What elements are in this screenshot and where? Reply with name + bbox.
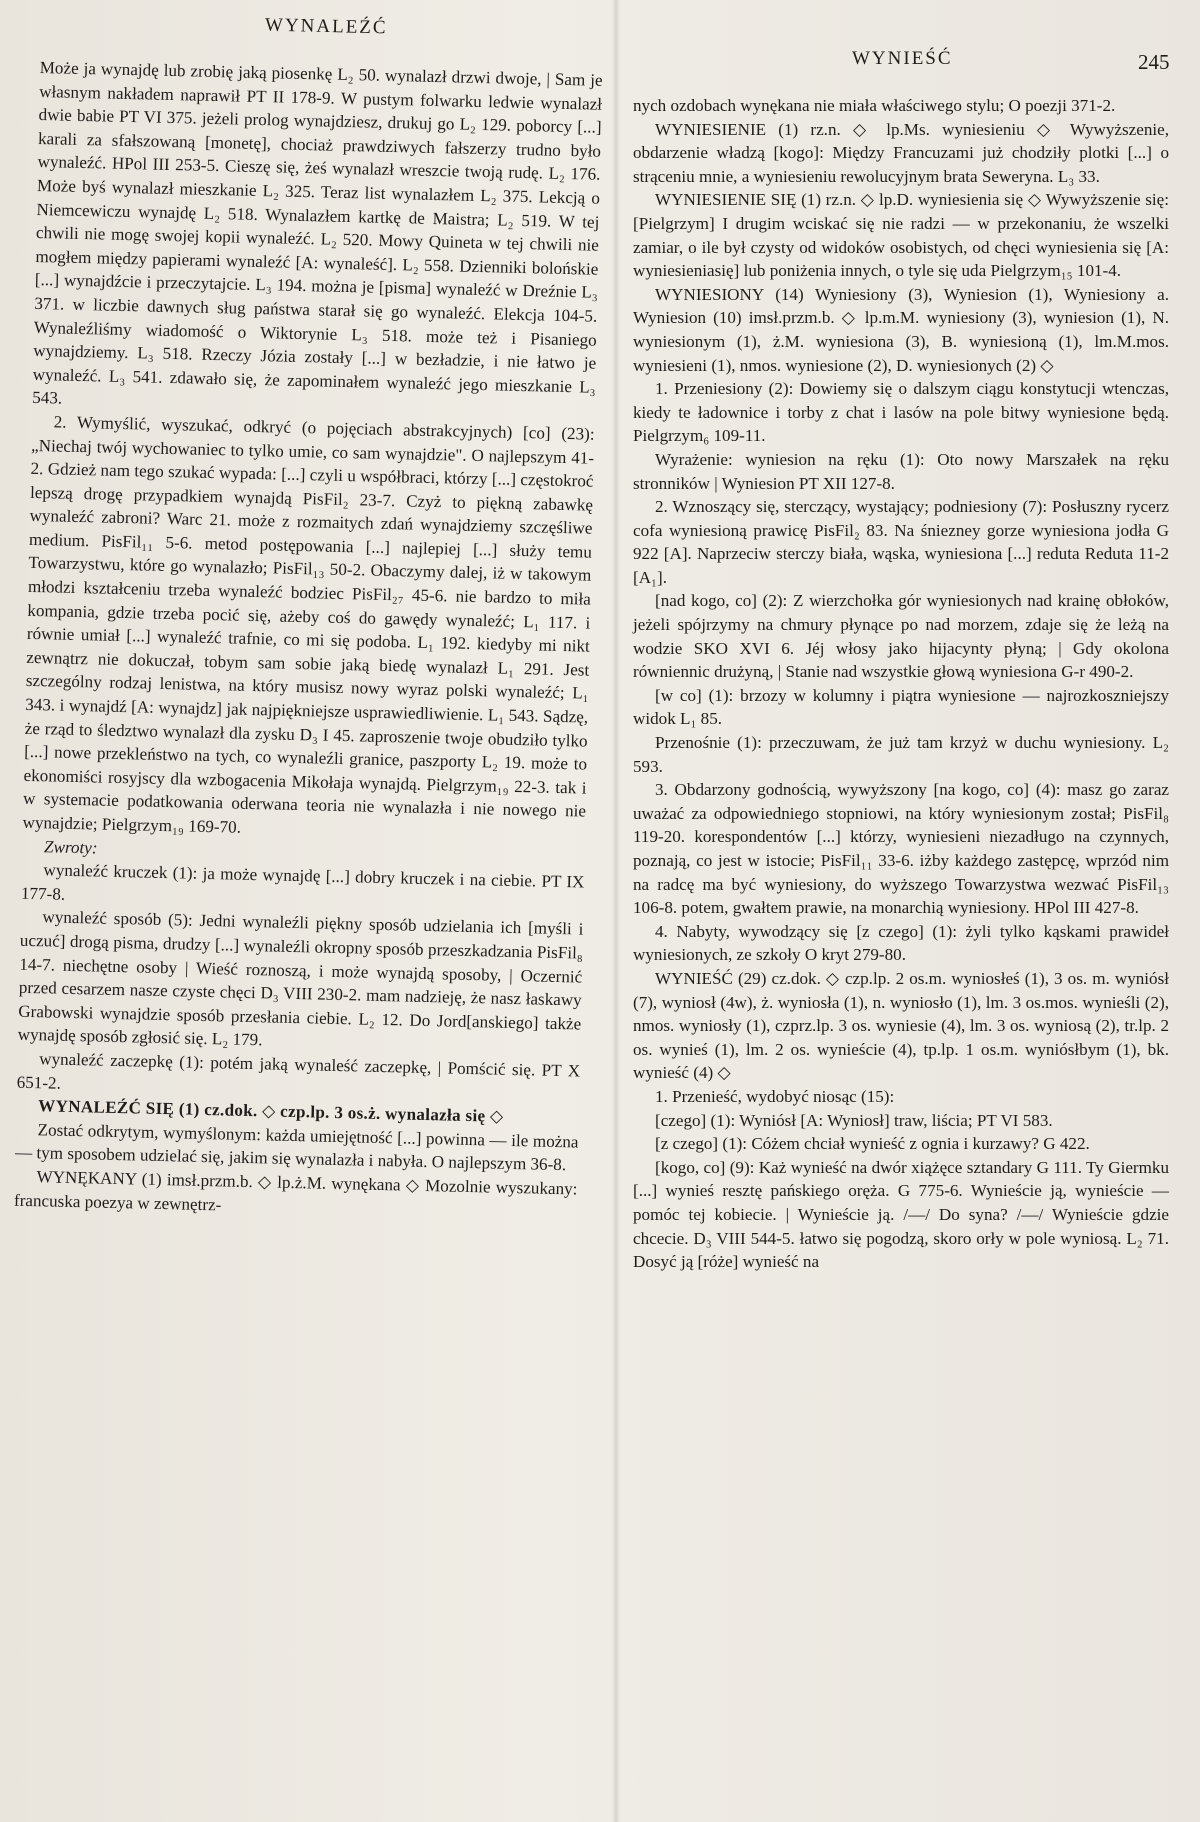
entry-wyniesiony-figurative: Przenośnie (1): przeczuwam, że już tam krzyż w duchu wyniesiony. L₂ 593.	[633, 733, 1169, 776]
entry-wyniesiony-expression: Wyrażenie: wyniesion na ręku (1): Oto nowy Marszałek na ręku stronników | Wyniesion PT XII 127-8.	[633, 449, 1169, 493]
left-running-head: WYNALEŹĆ	[264, 14, 388, 39]
entry-wyniesiony-sense-4: 4. Nabyty, wywodzący się [z czego] (1): żyli tylko kąskami prawideł wyniesionych, ze szkoły O kryt 279-80.	[633, 921, 1169, 965]
entry-wyniesiony-sense-1: 1. Przeniesiony (2): Dowiemy się o dalszym ciągu konstytucji wtenczas, kiedy te ładownice i torby z chat i lasów na pole bitwy wyniesione będą. Pielgrzym₆ 109-11.	[633, 379, 1169, 446]
book-gutter	[612, 0, 620, 1822]
right-running-head: WYNIEŚĆ	[852, 48, 953, 69]
entry-wynalezc-sense-1-text: Może ja wynajdę lub zrobię jaką piosenkę L₂ 50. wynalazł drzwi dwoje, | Sam je własnym nakładem naprawił PT II 178-9. W pustym folwarku ledwie wynalazł dwie babie PT VI 375. jeżeli prolog wynajdziesz, drukuj go L₂ 129. poborcy [...] karali za sfałszowaną [monetę], chociaż prawdziwych fałszerzy trudno było wynaleźć. HPol III 253-5. Cieszę się, żeś wynalazł wreszcie twoją rudę. L₂ 176. Może byś wynalazł mieszkanie L₂ 325. Teraz list wynalazłem L₂ 375. Lekcją o Niemcewiczu wynajdę L₂ 518. Wynalazłem kartkę de Maistra; L₂ 519. W tej chwili nie mogę swojej kopii wynaleźć. L₂ 520. Mowy Quineta w tej chwili nie mogłem między papierami wynaleźć [A: wynaleść]. L₂ 558. Dzienniki bolońskie [...] wynajdźcie i przeczytajcie. L₃ 194. można je [pisma] wynaleźć w Dreźnie L₃ 371. w liczbie dawnych sług państwa starał się go wynaleźć. Elekcja 104-5. Wynaleźliśmy wiadomość o Wiktorynie L₃ 518. może też i Pisaniego wynajdziemy. L₃ 518. Rzeczy Józia zostały [...] w bezładzie, i nie łatwo je wynaleźć. L₃ 541. zdawało się, że zapominałem wynaleźć jego mieszkanie L₃ 543.	[32, 57, 603, 408]
entry-wynekany-continued: nych ozdobach wynękana nie miała właściwego stylu; O poezji 371-2.	[633, 96, 1116, 115]
entry-wyniesienie-sie: WYNIESIENIE SIĘ (1) rz.n. ◇ lp.D. wyniesienia się ◇ Wywyższenie się: [Pielgrzym] I drugim wciskać się nie radzi — w przekonaniu, że wszelki zamiar, o ile był czysty od widoków osobistych, od chęci wyniesienia się [A: wyniesieniasię] lub poniżenia innych, o tyle się uda Pielgrzym₁₅ 101-4.	[633, 190, 1169, 281]
entry-wyniesc-headword: WYNIEŚĆ (29) cz.dok. ◇ czp.lp. 2 os.m. wyniosłeś (1), 3 os. m. wyniósł (7), wyniosł (4w), ż. wyniosła (1), n. wyniosło (1), lm. 3 os.mos. wynieśli (2), nmos. wyniosły (1), czprz.lp. 3 os. wyniesie (4), lm. 3 os. wyniosą (2), tr.lp. 2 os. wynieś (1), lm. 2 os. wynieście (4), tp.lp. 1 os.m. wyniósłbym (1), bk. wynieść (4) ◇	[633, 968, 1169, 1083]
entry-wyniesiony-sense-3: 3. Obdarzony godnością, wywyższony [na kogo, co] (4): masz go zaraz uważać za odpowiedniego stopniowi, na który wyniesionym został; PisFil₈ 119-20. korespondentów [...] którzy, wyniesieni niezadługo na czynnych, poznają, co jest w istocie; PisFil₁₁ 33-6. iżby każdego zastępcę, wprzód nim na radcę ma być wyniesiony, do wyższego Towarzystwa wezwać PisFil₁₃ 106-8. potem, gwałtem prawie, na monarchią wyniesiony. HPol III 427-8.	[633, 780, 1169, 918]
phrase-wynalezc-kruczek: wynaleźć kruczek (1): ja może wynajdę [...] dobry kruczek i na ciebie. PT IX 177-8.	[20, 860, 585, 904]
entry-wyniesiony-sense-2: 2. Wznoszący się, sterczący, wystający; podniesiony (7): Posłuszny rycerz cofa wyniesioną prawicę PisFil₂ 83. Na śniezney gorze wyniesiona jodła G 922 [A]. Naprzeciw sterczy biała, wąska, wyniesiona [...] reduta Reduta 11-2 [A₁].	[633, 497, 1169, 587]
entry-wyniesc-z-czego: [z czego] (1): Cóżem chciał wynieść z ognia i kurzawy? G 422.	[655, 1134, 1090, 1154]
phrase-wynalezc-sposob: wynaleźć sposób (5): Jedni wynaleźli piękny sposób udzielania ich [myśli i uczuć] drogą pisma, drudzy [...] wynaleźli okropny sposób przeszkadzania PisFil₈ 14-7. niechętne osoby | Wieść roznoszą, i może wynajdą sposoby, | Oczernić przed cesarzem nasze czyste chęci D₃ VIII 230-2. mam nadzieję, że nasz łaskawy Grabowski wynajdzie sposób przesłania ciebie. L₂ 12. Do Jord[anskiego] także wynajdę sposób zgłosić się. L₂ 179.	[17, 907, 584, 1050]
entry-wyniesiony-sense-2-w: [w co] (1): brzozy w kolumny i piątra wyniesione — najrozkoszniejszy widok L₁ 85.	[633, 685, 1169, 729]
entry-wynalezc-sie-definition: Zostać odkrytym, wymyślonym: każda umiejętność [...] powinna — ile można — tym sposobem udzielać się, jakim się wynalazła i nabyła. O najlepszym 36-8.	[14, 1119, 579, 1175]
phrases-label: Zwroty:	[43, 836, 98, 858]
page-number: 245	[1138, 50, 1170, 74]
entry-wyniesc-czego: [czego] (1): Wyniósł [A: Wyniosł] traw, liścia; PT VI 583.	[655, 1110, 1053, 1130]
entry-wyniesc-sense-1: 1. Przenieść, wydobyć niosąc (15):	[655, 1086, 895, 1106]
entry-wynalezc-sense-2: 2. Wymyślić, wyszukać, odkryć (o pojęciach abstrakcyjnych) [co] (23): „Niechaj twój wychowaniec to tylko umie, co sam wynajdzie". O najlepszym 41-2. Gdzież nam tego szukać wypada: [...] czyli u współbraci, którzy [...] częstokroć lepszą drogę przypadkiem wynajdą PisFil₂ 23-7. Czyż to piękną zabawkę wynaleźć zabroni? Warc 21. może z rozmaitych zdań wynajdziemy szczęśliwe medium. PisFil₁₁ 5-6. metod postępowania [...] najlepiej [...] służy temu Towarzystwu, które go wynalazło; PisFil₁₃ 50-2. Obaczymy dalej, iż w takowym młodzi kształceniu trzeba wynaleźć bodziec PisFil₂₇ 45-6. nie bardzo to miła kompania, gdzie trzeba pocić się, ażeby coś do gawędy wynaleźć; L₁ 117. i równie umiał [...] wynaleźć trafnie, co mi się podoba. L₁ 192. kiedyby mi nikt zewnątrz nie dokuczał, tobym sam sobie jaką biedę wynalazł L₁ 291. Jest szczególny rodzaj lenistwa, na który musisz nowy wyraz polski wynaleźć; L₁ 343. i wynajdź [A: wynajdz] jak najpiękniejsze usprawiedliwienie. L₁ 543. Sądzę, że rząd to śledztwo wynalazł dla zysku D₃ I 45. zaproszenie twoje obudziło tylko [...] nowe przekleństwo na tych, co wynaleźli granice, paszporty L₂ 19. może to ekonomiści rosyjscy dla wzbogacenia Mikołaja wynajdą. Pielgrzym₁₉ 22-3. tak i w systemacie podatkowania oderwana teoria nie wynalazła i nie nowego nie wynajdzie; Pielgrzym₁₉ 169-70.	[22, 412, 595, 837]
phrase-wynalezc-zaczepke: wynaleźć zaczepkę (1): potém jaką wynaleść zaczepkę, | Pomścić się. PT X 651-2.	[16, 1049, 581, 1093]
entry-wynalezc-sie-headword: WYNALEŹĆ SIĘ (1) cz.dok. ◇ czp.lp. 3 os.ż. wynalazła się ◇	[37, 1096, 504, 1126]
entry-wyniesiony-sense-2-nad: [nad kogo, co] (2): Z wierzchołka gór wyniesionych nad krainę obłoków, jeżeli spójrzymy na chmury płynące po nad morzem, zdaje się że leżą na wodzie SKO XVI 6. Jéj włosy jako hijacynty płyną; | Gdy okolona równiennic drużyną, | Stanie nad wszystkie głową wyniesiona G-r 490-2.	[633, 591, 1169, 682]
entry-wynekany: WYNĘKANY (1) imsł.przm.b. ◇ lp.ż.M. wynękana ◇ Mozolnie wyszukany: francuska poezya w zewnętrz-	[13, 1167, 578, 1214]
entry-wyniesc-kogo-co: [kogo, co] (9): Każ wynieść na dwór xiążęce sztandary G 111. Ty Giermku [...] wynieś resztę pańskiego oręża. G 775-6. Wynieście ją, wynieście — pomóc tej kobiecie. | Wynieście ją. /—/ Do syna? /—/ Wynieście gdzie chcecie. D₃ VIII 544-5. łatwo się pogodzą, skoro orły w pole wyniosą. L₂ 71. Dosyć ją [róże] wynieść na	[633, 1157, 1169, 1272]
entry-wyniesienie: WYNIESIENIE (1) rz.n. ◇ lp.Ms. wyniesieniu ◇ Wywyższenie, obdarzenie władzą [kogo]: Między Francuzami już chodziły plotki [...] o strąceniu mnie, a wyniesieniu rewolucyjnym brata Seweryna. L₃ 33.	[633, 119, 1169, 186]
right-column	[633, 94, 1169, 1274]
entry-wyniesiony-headword: WYNIESIONY (14) Wyniesiony (3), Wyniesion (1), Wyniesiony a. Wyniesion (10) imsł.przm.b. ◇ lp.m.M. wyniesiony (3), wyniesion (1), N. wyniesionym (1), ż.M. wyniesiona (3), B. wyniesioną (1), lm.M.mos. wyniesieni (1), nmos. wyniesione (2), D. wyniesionych (2) ◇	[633, 284, 1169, 375]
left-column	[14, 56, 603, 1225]
